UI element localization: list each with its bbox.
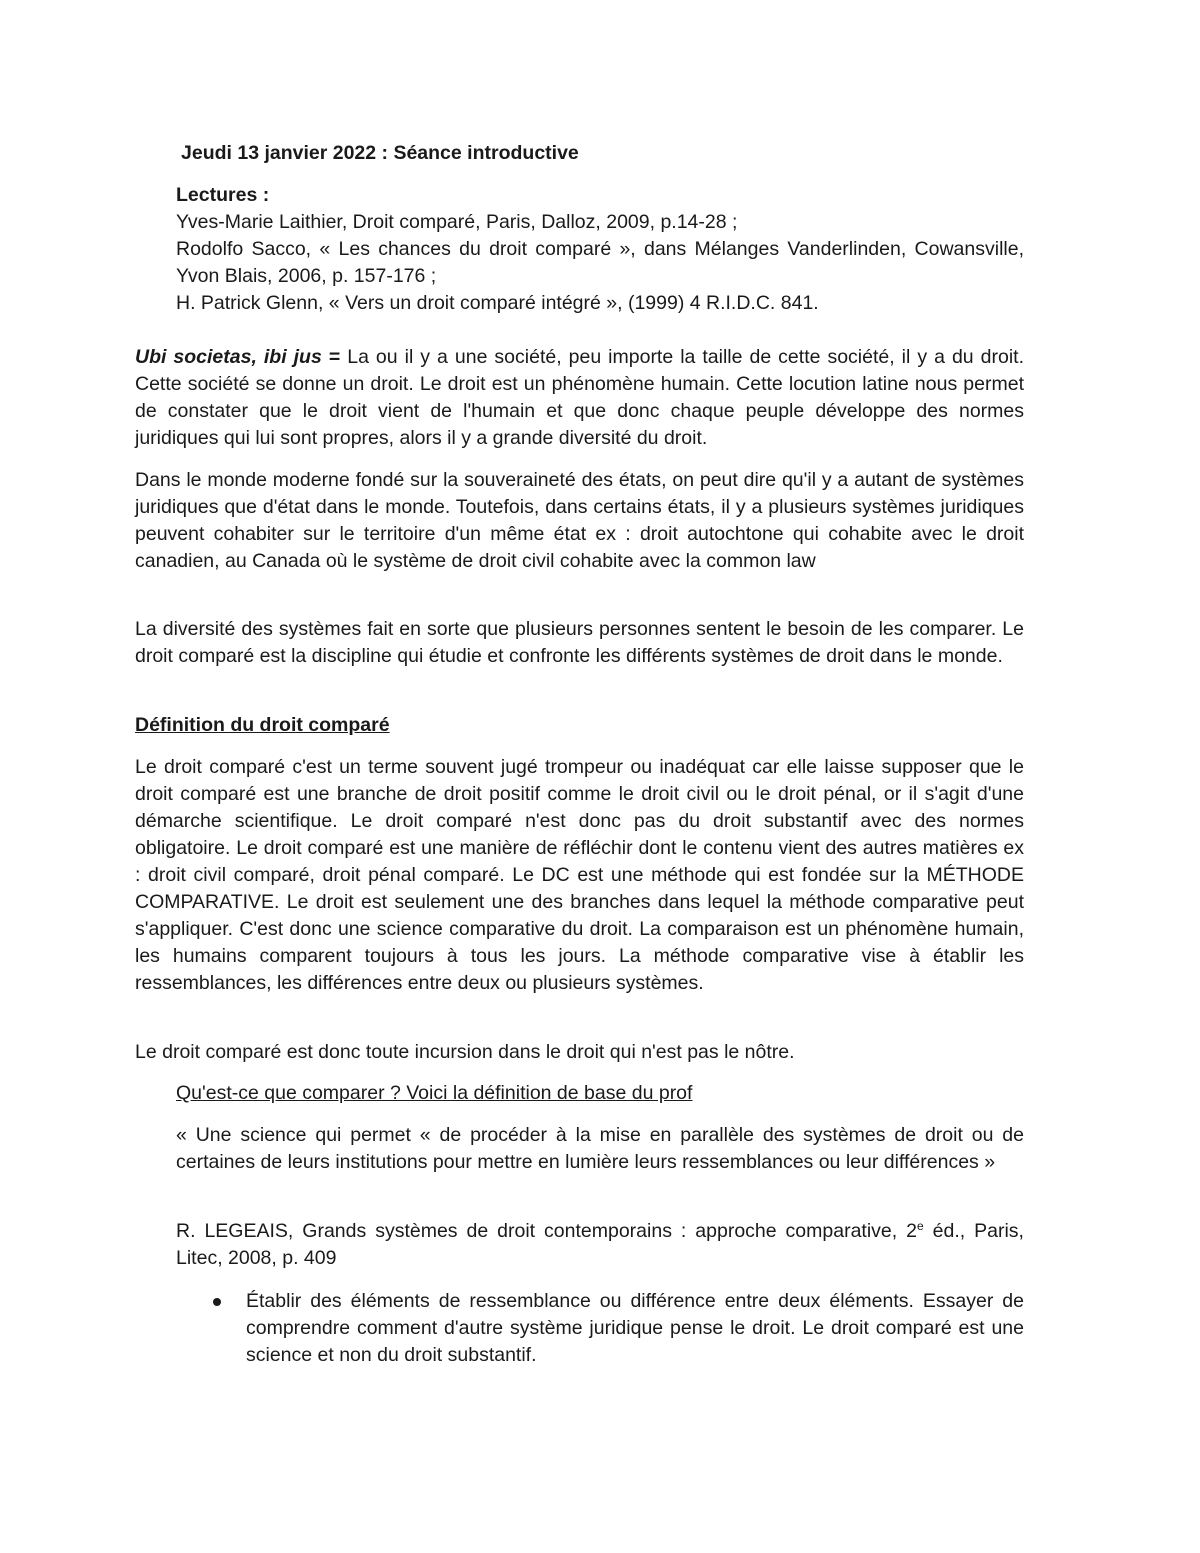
paragraph-definition: Le droit comparé c'est un terme souvent jugé trompeur ou inadéquat car elle laisse supposer que le droit comparé est une branche de droit positif comme le droit civil ou le droit pénal, or il s'agit d'une démarche scientifique. Le droit comparé n'est donc pas du droit substantif avec des normes obligatoire. Le droit comparé est une manière de réfléchir dont le contenu vient des autres matières ex : droit civil comparé, droit pénal comparé. Le DC est une méthode qui est fondée sur la MÉTHODE COMPARATIVE. Le droit est seulement une des branches dans lequel la méthode comparative peut s'appliquer. C'est donc une science comparative du droit. La comparaison est un phénomène humain, les humains comparent toujours à tous les jours. La méthode comparative vise à établir les ressemblances, les différences entre deux ou plusieurs systèmes. (135, 756, 1024, 994)
bullet-icon (213, 1298, 221, 1306)
intro-paragraph (135, 344, 1024, 452)
paragraph-incursion: Le droit comparé est donc toute incursion dans le droit qui n'est pas le nôtre. (135, 1041, 795, 1063)
paragraph-diversity: La diversité des systèmes fait en sorte que plusieurs personnes sentent le besoin de les comparer. Le droit comparé est la discipline qui étudie et confronte les différents systèmes de droit dans le monde. (135, 618, 1024, 667)
latin-maxim: Ubi societas, ibi jus (135, 346, 322, 368)
reading-item: Rodolfo Sacco, « Les chances du droit comparé », dans Mélanges Vanderlinden, Cowansville, Yvon Blais, 2006, p. 157-176 ; (176, 238, 1024, 287)
readings-section (176, 182, 1024, 317)
reference-superscript: e (917, 1219, 924, 1233)
reading-item: Yves-Marie Laithier, Droit comparé, Paris, Dalloz, 2009, p.14-28 ; (176, 211, 738, 233)
reference-text-end: éd., Paris, Litec, 2008, p. 409 (176, 1220, 1024, 1269)
list-item (205, 1288, 1024, 1369)
bullet-list (205, 1288, 1024, 1369)
equals-sign: = (321, 346, 341, 368)
definition-quote: « Une science qui permet « de procéder à la mise en parallèle des systèmes de droit ou de certaines de leurs institutions pour mettre en lumière leurs ressemblances ou leur différences » (176, 1124, 1024, 1173)
intro-text: La ou il y a une société, peu importe la taille de cette société, il y a du droit. Cette société se donne un droit. Le droit est un phénomène humain. Cette locution latine nous permet de constater que le droit vient de l'humain et que donc chaque peuple développe des normes juridiques qui lui sont propres, alors il y a grande diversité du droit. (135, 346, 1024, 449)
list-item-text: Établir des éléments de ressemblance ou différence entre deux éléments. Essayer de comprendre comment d'autre système juridique pense le droit. Le droit comparé est une science et non du droit substantif. (246, 1290, 1024, 1366)
section-heading: Définition du droit comparé (135, 714, 390, 736)
subheading-question: Qu'est-ce que comparer ? Voici la définition de base du prof (176, 1082, 693, 1104)
reading-item: H. Patrick Glenn, « Vers un droit comparé intégré », (1999) 4 R.I.D.C. 841. (176, 292, 819, 314)
readings-heading: Lectures : (176, 184, 270, 206)
paragraph-sovereignty: Dans le monde moderne fondé sur la souveraineté des états, on peut dire qu'il y a autant de systèmes juridiques que d'état dans le monde. Toutefois, dans certains états, il y a plusieurs systèmes juridiques peuvent cohabiter sur le territoire d'un même état ex : droit autochtone qui cohabite avec le droit canadien, au Canada où le système de droit civil cohabite avec la common law (135, 469, 1024, 572)
reference-text: R. LEGEAIS, Grands systèmes de droit contemporains : approche comparative, 2 (176, 1220, 917, 1242)
quote-reference (176, 1218, 1024, 1272)
page-title: Jeudi 13 janvier 2022 : Séance introductive (181, 142, 579, 164)
